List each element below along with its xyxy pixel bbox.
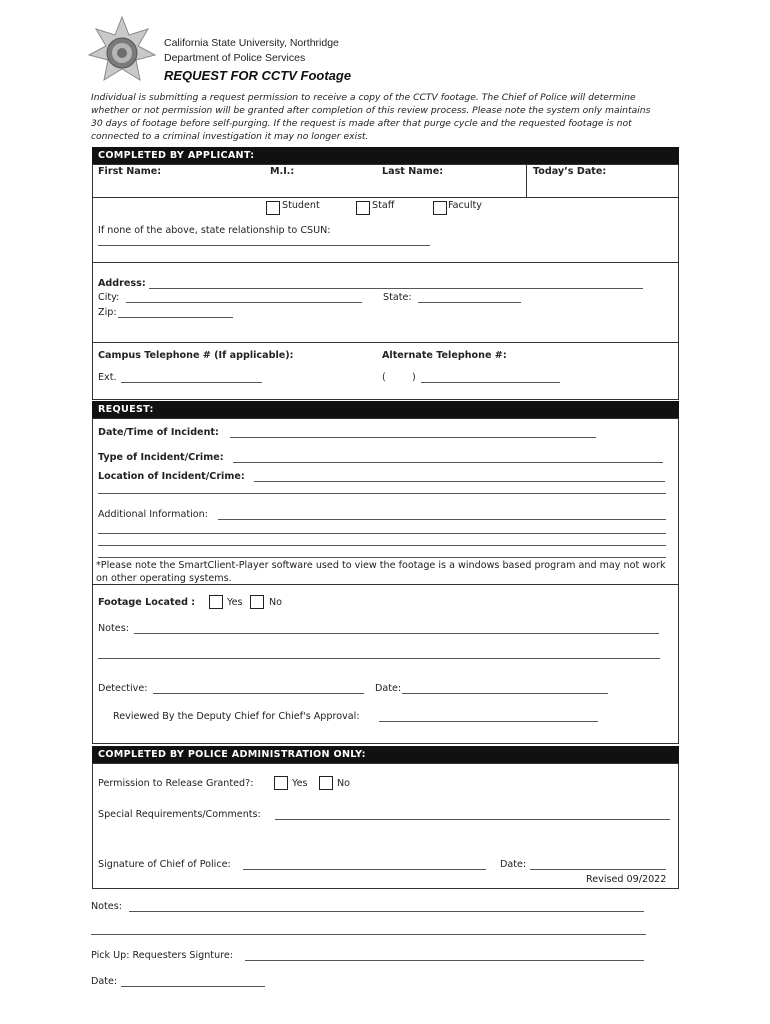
university-name: California State University, Northridge — [164, 37, 339, 49]
location-label: Location of Incident/Crime: — [98, 471, 245, 482]
pickup-signature-label: Pick Up: Requesters Signture: — [91, 950, 234, 961]
relationship-line[interactable] — [98, 245, 430, 246]
permission-no-label: No — [337, 778, 351, 789]
date-time-line[interactable] — [230, 437, 596, 438]
chief-date-label: Date: — [500, 859, 527, 870]
footage-located-label: Footage Located : — [98, 597, 196, 608]
additional-line-1[interactable] — [218, 519, 666, 520]
detective-date-line[interactable] — [402, 693, 608, 694]
police-badge-logo — [86, 15, 158, 87]
mi-label: M.I.: — [270, 166, 295, 177]
paren-close: ) — [412, 372, 416, 383]
detective-line[interactable] — [153, 693, 364, 694]
relationship-label: If none of the above, state relationship to CSUN: — [98, 225, 331, 236]
first-name-label: First Name: — [98, 166, 162, 177]
faculty-label: Faculty — [448, 200, 482, 211]
address-label: Address: — [98, 278, 146, 289]
pickup-signature-line[interactable] — [245, 960, 644, 961]
intro-paragraph: Individual is submitting a request permission to receive a copy of the CCTV footage. The Chief of Police will determine whether or not permission will be granted after completion of this review process. Please note the system only maintains 30 days of footage before self-purging. If the request is made after that purge cycle and the requested footage is not connected to a criminal investigation it may no longer exist. — [91, 92, 651, 142]
additional-line-4[interactable] — [98, 557, 666, 558]
student-checkbox[interactable] — [266, 201, 280, 215]
last-name-label: Last Name: — [382, 166, 444, 177]
alt-phone-line[interactable] — [421, 382, 560, 383]
location-line[interactable] — [254, 481, 665, 482]
chief-signature-line[interactable] — [243, 869, 486, 870]
request-notes-line-2[interactable] — [98, 658, 660, 659]
footer-notes-label: Notes: — [91, 901, 122, 912]
city-line[interactable] — [126, 302, 362, 303]
state-line[interactable] — [418, 302, 521, 303]
special-requirements-label: Special Requirements/Comments: — [98, 809, 261, 820]
footage-yes-label: Yes — [227, 597, 243, 608]
incident-type-line[interactable] — [233, 462, 663, 463]
zip-line[interactable] — [118, 317, 233, 318]
permission-yes-checkbox[interactable] — [274, 776, 288, 790]
footer-date-label: Date: — [91, 976, 118, 987]
permission-yes-label: Yes — [292, 778, 308, 789]
footer-notes-line-2[interactable] — [91, 934, 646, 935]
state-label: State: — [383, 292, 412, 303]
permission-label: Permission to Release Granted?: — [98, 778, 254, 789]
footage-no-label: No — [269, 597, 283, 608]
footage-yes-checkbox[interactable] — [209, 595, 223, 609]
reviewed-label: Reviewed By the Deputy Chief for Chief's Approval: — [113, 711, 360, 722]
additional-info-label: Additional Information: — [98, 509, 208, 520]
permission-no-checkbox[interactable] — [319, 776, 333, 790]
request-notes-line-1[interactable] — [134, 633, 659, 634]
faculty-checkbox[interactable] — [433, 201, 447, 215]
paren-open: ( — [382, 372, 386, 383]
form-title: REQUEST FOR CCTV Footage — [164, 68, 352, 83]
applicant-section-header: COMPLETED BY APPLICANT: — [92, 147, 679, 164]
reviewed-line[interactable] — [379, 721, 598, 722]
software-note: *Please note the SmartClient-Player software used to view the footage is a windows based program and may not work on other operating systems. — [96, 560, 666, 584]
additional-line-2[interactable] — [98, 533, 666, 534]
todays-date-label: Today’s Date: — [533, 166, 607, 177]
city-label: City: — [98, 292, 120, 303]
ext-label: Ext. — [98, 372, 117, 383]
revision-date: Revised 09/2022 — [586, 874, 667, 885]
footage-no-checkbox[interactable] — [250, 595, 264, 609]
request-notes-label: Notes: — [98, 623, 129, 634]
location-line-2[interactable] — [98, 493, 666, 494]
incident-type-label: Type of Incident/Crime: — [98, 452, 224, 463]
detective-date-label: Date: — [375, 683, 402, 694]
department-name: Department of Police Services — [164, 52, 306, 64]
chief-signature-label: Signature of Chief of Police: — [98, 859, 231, 870]
special-requirements-line[interactable] — [275, 819, 670, 820]
chief-date-line[interactable] — [530, 869, 666, 870]
footer-notes-line-1[interactable] — [129, 911, 644, 912]
detective-label: Detective: — [98, 683, 148, 694]
staff-checkbox[interactable] — [356, 201, 370, 215]
address-line[interactable] — [149, 288, 643, 289]
admin-section-header: COMPLETED BY POLICE ADMINISTRATION ONLY: — [92, 746, 679, 763]
ext-line[interactable] — [121, 382, 262, 383]
additional-line-3[interactable] — [98, 545, 666, 546]
date-time-label: Date/Time of Incident: — [98, 427, 219, 438]
student-label: Student — [282, 200, 320, 211]
campus-phone-label: Campus Telephone # (If applicable): — [98, 350, 294, 361]
staff-label: Staff — [372, 200, 395, 211]
zip-label: Zip: — [98, 307, 117, 318]
request-section-header: REQUEST: — [92, 401, 679, 418]
footer-date-line[interactable] — [121, 986, 265, 987]
alt-phone-label: Alternate Telephone #: — [382, 350, 507, 361]
